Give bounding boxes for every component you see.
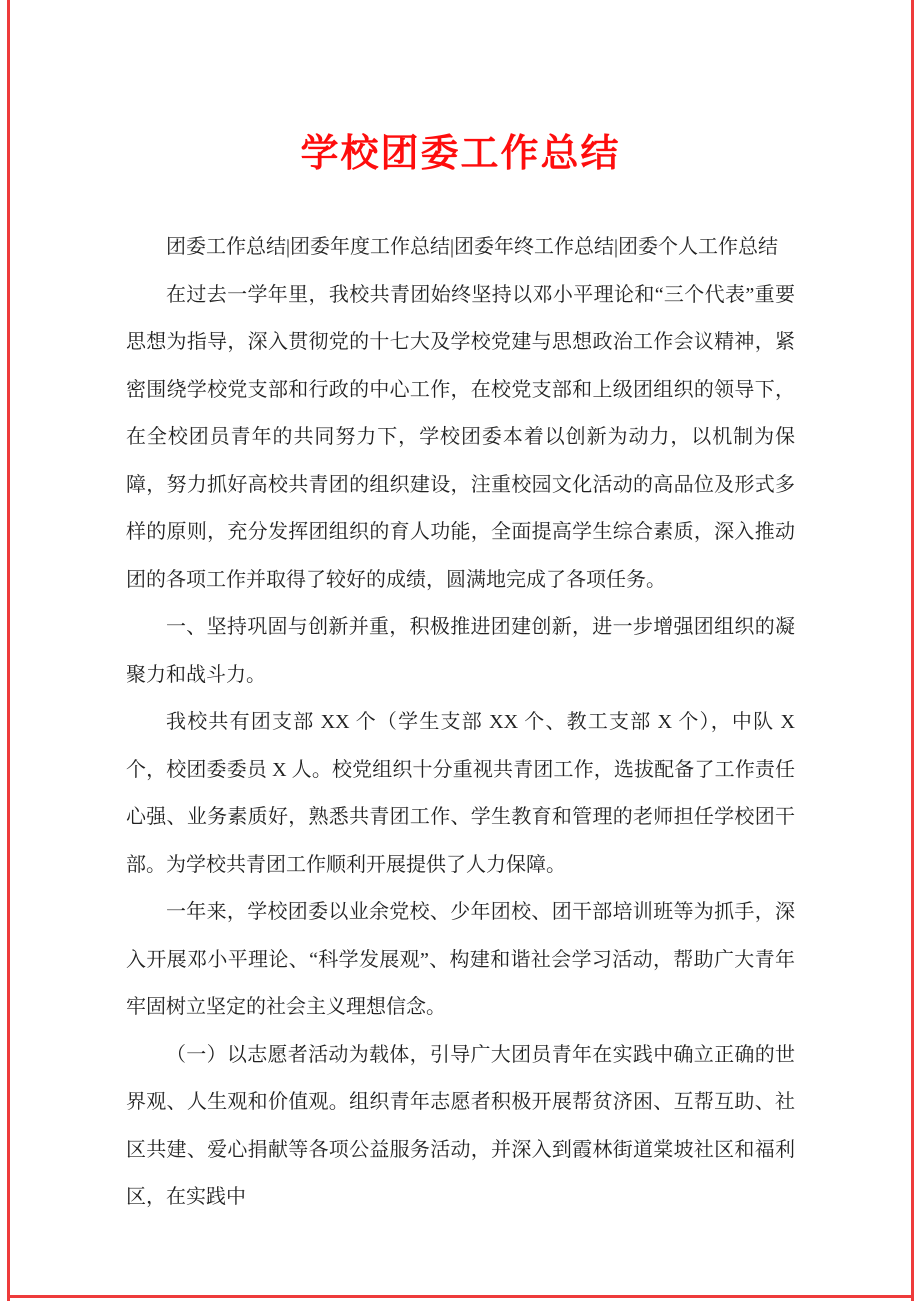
page-border-bottom [7, 1295, 914, 1298]
paragraph-volunteer-activities: （一）以志愿者活动为载体，引导广大团员青年在实践中确立正确的世界观、人生观和价值观。组织青年志愿者积极开展帮贫济困、互帮互助、社区共建、爱心捐献等各项公益服务活动，并深入到霞林街道棠坡社区和福利区，在实践中 [126, 1043, 795, 1208]
paragraph-section-1-heading: 一、坚持巩固与创新并重，积极推进团建创新，进一步增强团组织的凝聚力和战斗力。 [126, 616, 795, 686]
page-border-left [7, 0, 10, 1301]
document-subtitle: 团委工作总结|团委年度工作总结|团委年终工作总结|团委个人工作总结 [166, 236, 779, 258]
document-page [126, 0, 795, 1222]
paragraph-intro: 在过去一学年里，我校共青团始终坚持以邓小平理论和“三个代表”重要思想为指导，深入贯彻党的十七大及学校党建与思想政治工作会议精神，紧密围绕学校党支部和行政的中心工作，在校党支部和上级团组织的领导下，在全校团员青年的共同努力下，学校团委本着以创新为动力，以机制为保障，努力抓好高校共青团的组织建设，注重校园文化活动的高品位及形式多样的原则，充分发挥团组织的育人功能，全面提高学生综合素质，深入推动团的各项工作并取得了较好的成绩，圆满地完成了各项任务。 [126, 283, 795, 591]
page-border-right [911, 0, 914, 1301]
document-title: 学校团委工作总结 [300, 133, 621, 175]
document-body [126, 224, 795, 1222]
paragraph-training: 一年来，学校团委以业余党校、少年团校、团干部培训班等为抓手，深入开展邓小平理论、“科学发展观”、构建和谐社会学习活动，帮助广大青年牢固树立坚定的社会主义理想信念。 [126, 901, 795, 1018]
paragraph-branch-statistics: 我校共有团支部 XX 个（学生支部 XX 个、教工支部 X 个），中队 X 个，校团委委员 X 人。校党组织十分重视共青团工作，选拔配备了工作责任心强、业务素质好，熟悉共青团工作、学生教育和管理的老师担任学校团干部。为学校共青团工作顺利开展提供了人力保障。 [126, 711, 795, 876]
